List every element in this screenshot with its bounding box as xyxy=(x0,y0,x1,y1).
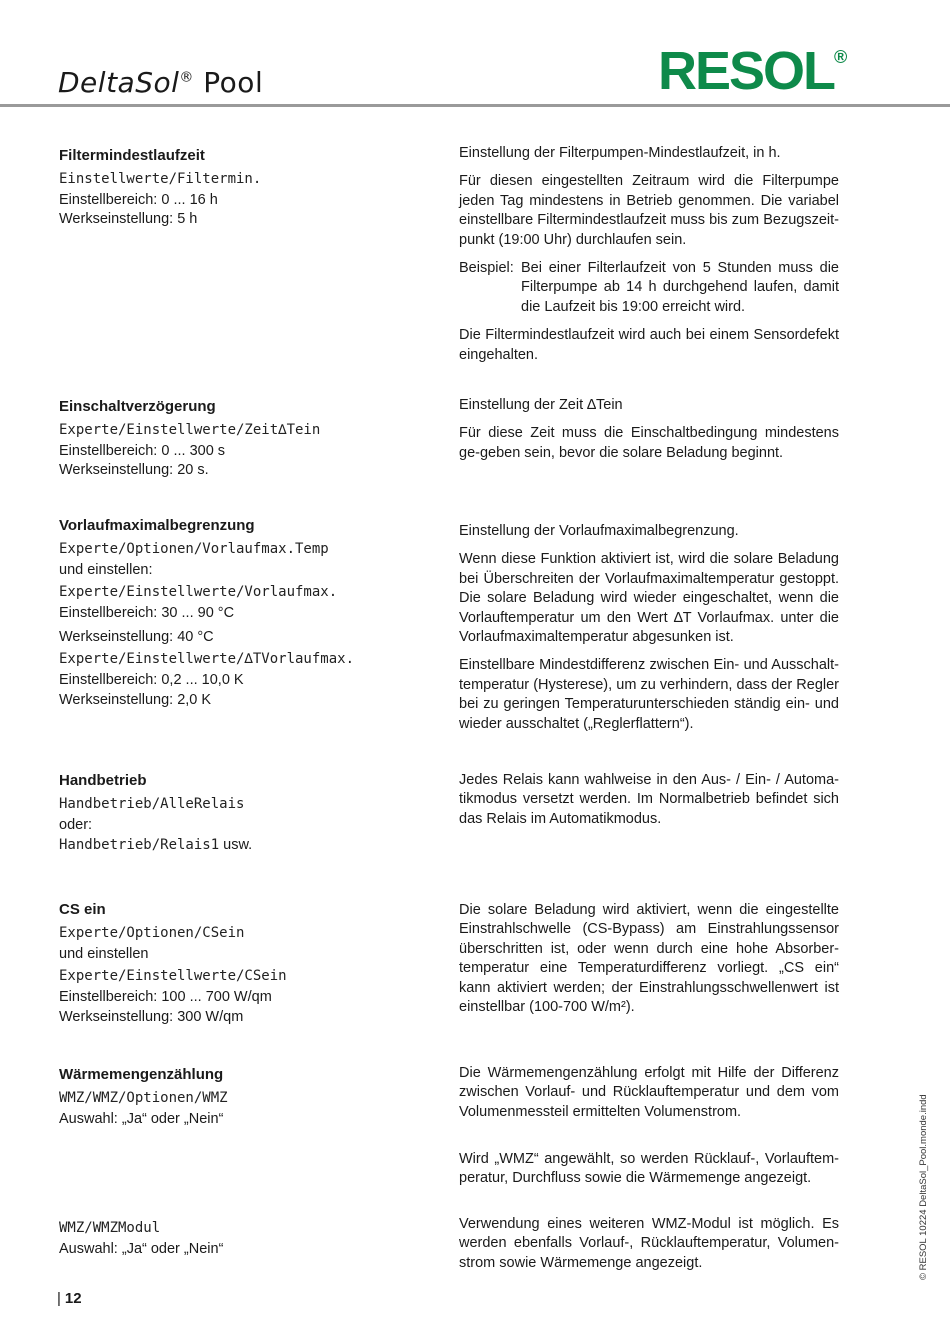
filter-example xyxy=(459,259,839,317)
wmz-heading: Wärmemengenzählung xyxy=(59,1066,224,1083)
delay-description xyxy=(459,396,839,472)
wmz-description xyxy=(459,1064,839,1131)
delay-heading: Einschaltverzögerung xyxy=(59,398,216,415)
flowmax-description xyxy=(459,522,839,743)
filter-description xyxy=(459,144,839,374)
page-number-bar: | xyxy=(57,1290,61,1307)
wmz-choice-1: Auswahl: „Ja“ oder „Nein“ xyxy=(59,1110,224,1127)
wmz-menu-path-1: WMZ/WMZ/Optionen/WMZ xyxy=(59,1089,228,1106)
cs-menu-path-1: Experte/Optionen/CSein xyxy=(59,924,245,941)
filter-desc-3: Die Filtermindestlaufzeit wird auch bei einem Sensordefekt eingehalten. xyxy=(459,327,839,363)
filter-menu-path: Einstellwerte/Filtermin. xyxy=(59,170,262,187)
flowmax-range-1: Einstellbereich: 30 ... 90 °C xyxy=(59,605,235,621)
flowmax-menu-path-2: Experte/Einstellwerte/Vorlaufmax. xyxy=(59,584,338,600)
manual-menu-path-2: Handbetrieb/Relais1 xyxy=(59,837,220,853)
filter-default: Werkseinstellung: 5 h xyxy=(59,211,198,227)
cs-settings xyxy=(59,900,439,1027)
header-divider xyxy=(0,104,950,107)
delay-default: Werkseinstellung: 20 s. xyxy=(59,462,209,478)
cs-heading: CS ein xyxy=(59,901,106,918)
flowmax-desc-3: Einstellbare Mindestdifferenz zwischen Ein- und Ausschalt-temperatur (Hysterese), um zu verhindern, dass der Regler bei zu geringen Temperaturunterschieden ständig ein- und wieder ausschaltet („Reglerflattern“). xyxy=(459,657,839,732)
manual-description xyxy=(459,771,839,838)
flowmax-range-2: Einstellbereich: 0,2 ... 10,0 K xyxy=(59,672,244,688)
cs-range: Einstellbereich: 100 ... 700 W/qm xyxy=(59,989,272,1005)
flowmax-default-2: Werkseinstellung: 2,0 K xyxy=(59,691,212,708)
wmz-choice-2: Auswahl: „Ja“ oder „Nein“ xyxy=(59,1241,224,1257)
flowmax-desc-1: Einstellung der Vorlaufmaximalbegrenzung. xyxy=(459,523,739,539)
cs-default: Werkseinstellung: 300 W/qm xyxy=(59,1008,244,1025)
filter-range: Einstellbereich: 0 ... 16 h xyxy=(59,191,218,208)
wmz-module-settings xyxy=(59,1216,439,1260)
wmz-description-3 xyxy=(459,1215,839,1282)
wmz-desc-3: Verwendung eines weiteren WMZ-Modul ist möglich. Es werden ebenfalls Vorlauf-, Rücklauftemperatur, Volumen-strom sowie Wärmemenge angezeigt. xyxy=(459,1216,839,1271)
page-number-value: 12 xyxy=(64,1290,82,1307)
delay-settings xyxy=(59,397,439,481)
manual-heading: Handbetrieb xyxy=(59,772,147,789)
flowmax-settings xyxy=(59,516,439,710)
filter-heading: Filtermindestlaufzeit xyxy=(59,147,205,164)
flowmax-desc-2: Wenn diese Funktion aktiviert ist, wird die solare Beladung bei Überschreiten der Vorlaufmaximaltemperatur gestoppt. Die solare Beladung wird wieder eingeschaltet, wenn die Vorlauftemperatur um den Wert ∆T Vorlaufmax. unter die Vorlaufmaximaltemperatur abgesunken ist. xyxy=(459,551,839,646)
delay-range: Einstellbereich: 0 ... 300 s xyxy=(59,442,226,459)
flowmax-and-set: und einstellen: xyxy=(59,561,153,578)
delay-desc-1: Einstellung der Zeit ∆Tein xyxy=(459,397,623,413)
filter-desc-1: Einstellung der Filterpumpen-Mindestlaufzeit, in h. xyxy=(459,145,781,161)
manual-or: oder: xyxy=(59,816,93,833)
manual-desc-1: Jedes Relais kann wahlweise in den Aus- / Ein- / Automa-tikmodus versetzt werden. Im Normalbetrieb befindet sich das Relais im Automatikmodus. xyxy=(459,772,839,827)
resol-logo xyxy=(658,41,848,101)
example-label: Beispiel: xyxy=(459,260,514,277)
file-side-note: © RESOL 10224 DeltaSol_Pool.monde.indd xyxy=(918,1094,929,1280)
delay-menu-path: Experte/Einstellwerte/Zeit∆Tein xyxy=(59,421,321,438)
filter-desc-2: Für diesen eingestellten Zeitraum wird die Filterpumpe jeden Tag mindestens in Betrieb genommen. Die variabel einstellbare Filtermindestlaufzeit muss bis zum Bezugszeit-punkt (19:00 Uhr) durchlaufen sein. xyxy=(459,173,839,248)
manual-menu-path-1: Handbetrieb/AlleRelais xyxy=(59,795,245,812)
wmz-menu-path-2: WMZ/WMZModul xyxy=(59,1220,161,1236)
manual-settings xyxy=(59,771,439,856)
wmz-desc-1: Die Wärmemengenzählung erfolgt mit Hilfe der Differenz zwischen Vorlauf- und Rücklauftemperatur und dem vom Volumenmessteil ermittelten Volumenstrom. xyxy=(459,1065,839,1120)
flowmax-default-1: Werkseinstellung: 40 °C xyxy=(59,628,214,645)
page-number xyxy=(57,1290,82,1307)
flowmax-menu-path-3: Experte/Einstellwerte/∆TVorlaufmax. xyxy=(59,651,355,667)
flowmax-heading: Vorlaufmaximalbegrenzung xyxy=(59,517,255,534)
delay-desc-2: Für diese Zeit muss die Einschaltbedingung mindestens ge-geben sein, bevor die solare Beladung beginnt. xyxy=(459,425,839,461)
manual-path-line xyxy=(59,835,439,856)
cs-menu-path-2: Experte/Einstellwerte/CSein xyxy=(59,968,287,984)
example-text: Bei einer Filterlaufzeit von 5 Stunden muss die Filterpumpe ab 14 h durchgehend laufen, damit die Laufzeit bis 19:00 erreicht wird. xyxy=(521,260,839,315)
wmz-settings xyxy=(59,1065,439,1129)
wmz-description-2 xyxy=(459,1150,839,1198)
logo-text: RESOL xyxy=(658,41,835,101)
cs-and-set: und einstellen xyxy=(59,945,149,962)
product-suffix: Pool xyxy=(193,66,264,99)
filter-settings xyxy=(59,146,439,230)
wmz-desc-2: Wird „WMZ“ angewählt, so werden Rücklauf-, Vorlauftem-peratur, Durchfluss sowie die Wärmemenge angezeigt. xyxy=(459,1151,839,1187)
registered-mark: ® xyxy=(179,69,194,86)
page-title xyxy=(58,66,263,99)
cs-description xyxy=(459,901,839,1026)
flowmax-menu-path-1: Experte/Optionen/Vorlaufmax.Temp xyxy=(59,540,329,557)
manual-usw: usw. xyxy=(219,837,253,853)
product-name: DeltaSol xyxy=(58,66,180,99)
logo-registered-mark: ® xyxy=(834,47,848,67)
cs-desc-1: Die solare Beladung wird aktiviert, wenn die eingestellte Einstrahlschwelle (CS-Bypass) am Einstrahlungssensor überschritten ist, oder wenn durch eine hohe Absorber-temperatur eine Temperaturdifferenz vorliegt. „CS ein“ kann aktiviert werden; der Einstrahlungsschwellenwert ist einstellbar (100-700 W/m²). xyxy=(459,902,839,1016)
